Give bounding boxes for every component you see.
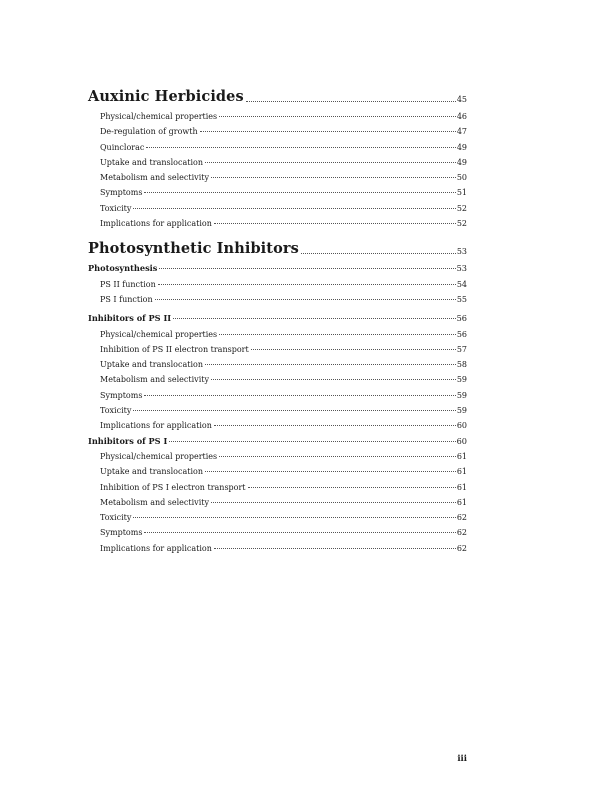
toc-entry[interactable]: [88, 464, 467, 479]
page-number: 50: [456, 173, 467, 183]
toc-entry[interactable]: [88, 155, 467, 170]
page-number: 55: [456, 294, 467, 304]
dot-leader: [211, 177, 456, 178]
toc-entry[interactable]: [88, 140, 467, 155]
entry-label: Metabolism and selectivity: [100, 173, 209, 183]
entry-label: Uptake and translocation: [100, 467, 203, 477]
page-number: 47: [456, 127, 467, 137]
page-number: 62: [456, 513, 467, 523]
page-number: 52: [456, 219, 467, 229]
toc-group-heading[interactable]: [88, 261, 467, 276]
page-number: 56: [456, 329, 467, 339]
page-number: 57: [456, 344, 467, 354]
entry-label: Metabolism and selectivity: [100, 497, 209, 507]
page-number: 46: [456, 112, 467, 121]
toc-entry[interactable]: [88, 525, 467, 540]
toc-entry[interactable]: [88, 449, 467, 464]
dot-leader: [219, 334, 456, 335]
toc-entry[interactable]: [88, 342, 467, 357]
toc-group-heading[interactable]: [88, 434, 467, 449]
toc-entry[interactable]: [88, 170, 467, 185]
page-number: 61: [456, 482, 467, 492]
dot-leader: [301, 253, 456, 254]
toc-entry[interactable]: [88, 403, 467, 418]
dot-leader: [146, 147, 455, 148]
dot-leader: [173, 318, 455, 319]
toc-entry[interactable]: [88, 495, 467, 510]
dot-leader: [205, 364, 456, 365]
dot-leader: [159, 268, 455, 269]
entry-label: PS II function: [100, 279, 156, 289]
page-number: 45: [456, 95, 467, 104]
entry-label: Uptake and translocation: [100, 157, 203, 167]
toc-group-heading[interactable]: [88, 311, 467, 326]
toc-section-heading[interactable]: [88, 239, 467, 257]
page-number: 53: [456, 263, 467, 274]
page-number: 59: [456, 375, 467, 385]
toc-entry[interactable]: [88, 480, 467, 495]
table-of-contents: [88, 87, 467, 556]
toc-entry[interactable]: [88, 109, 467, 124]
toc-entry[interactable]: [88, 541, 467, 556]
entry-label: De-regulation of growth: [100, 127, 198, 137]
entry-label: Quinclorac: [100, 142, 145, 152]
dot-leader: [205, 162, 456, 163]
dot-leader: [211, 502, 456, 503]
dot-leader: [144, 192, 455, 193]
toc-entry[interactable]: [88, 124, 467, 139]
group-label: Inhibitors of PS I: [88, 435, 168, 446]
dot-leader: [214, 223, 456, 224]
dot-leader: [158, 284, 456, 285]
dot-leader: [205, 471, 456, 472]
dot-leader: [169, 441, 455, 442]
toc-entry[interactable]: [88, 510, 467, 525]
entry-label: Physical/chemical properties: [100, 112, 218, 121]
page-number: 58: [456, 360, 467, 370]
page-number: 49: [456, 142, 467, 152]
page-number: 61: [456, 451, 467, 461]
page-number: 59: [456, 390, 467, 400]
toc-section-heading[interactable]: [88, 87, 467, 105]
page-number: 59: [456, 406, 467, 416]
toc-entry[interactable]: [88, 201, 467, 216]
dot-leader: [246, 101, 456, 102]
toc-entry[interactable]: [88, 185, 467, 200]
page-number: 60: [456, 435, 467, 446]
entry-label: Implications for application: [100, 421, 212, 431]
dot-leader: [144, 395, 455, 396]
toc-entry[interactable]: [88, 292, 467, 307]
toc-entry[interactable]: [88, 357, 467, 372]
entry-label: Metabolism and selectivity: [100, 375, 209, 385]
entry-label: Inhibition of PS II electron transport: [100, 344, 249, 354]
entry-label: Inhibition of PS I electron transport: [100, 482, 246, 492]
entry-label: Physical/chemical properties: [100, 451, 218, 461]
entry-label: Toxicity: [100, 203, 132, 213]
entry-label: Symptoms: [100, 528, 143, 538]
dot-leader: [211, 379, 456, 380]
page-folio: iii: [457, 754, 467, 764]
dot-leader: [214, 548, 456, 549]
page-number: 61: [456, 497, 467, 507]
entry-label: Toxicity: [100, 406, 132, 416]
page-number: 62: [456, 528, 467, 538]
toc-entry[interactable]: [88, 216, 467, 231]
dot-leader: [219, 116, 456, 117]
dot-leader: [219, 456, 456, 457]
section-title: Photosynthetic Inhibitors: [88, 240, 299, 258]
page-number: 60: [456, 421, 467, 431]
entry-label: Implications for application: [100, 543, 212, 553]
page-number: 56: [456, 313, 467, 324]
dot-leader: [133, 517, 455, 518]
page-number: 52: [456, 203, 467, 213]
dot-leader: [144, 532, 455, 533]
page-number: 53: [456, 247, 467, 257]
toc-entry[interactable]: [88, 372, 467, 387]
page-number: 51: [456, 188, 467, 198]
toc-entry[interactable]: [88, 327, 467, 342]
dot-leader: [248, 487, 456, 488]
toc-entry[interactable]: [88, 277, 467, 292]
entry-label: Uptake and translocation: [100, 360, 203, 370]
dot-leader: [200, 131, 456, 132]
dot-leader: [214, 425, 456, 426]
entry-label: Implications for application: [100, 219, 212, 229]
page-number: 49: [456, 157, 467, 167]
page-number: 61: [456, 467, 467, 477]
dot-leader: [155, 299, 456, 300]
dot-leader: [133, 410, 455, 411]
group-label: Photosynthesis: [88, 263, 158, 274]
toc-entry[interactable]: [88, 418, 467, 433]
entry-label: PS I function: [100, 294, 153, 304]
section-title: Auxinic Herbicides: [88, 88, 244, 105]
entry-label: Toxicity: [100, 513, 132, 523]
entry-label: Physical/chemical properties: [100, 329, 218, 339]
group-label: Inhibitors of PS II: [88, 313, 172, 324]
entry-label: Symptoms: [100, 390, 143, 400]
dot-leader: [251, 349, 456, 350]
page-number: 54: [456, 279, 467, 289]
page-number: 62: [456, 543, 467, 553]
dot-leader: [133, 208, 455, 209]
entry-label: Symptoms: [100, 188, 143, 198]
toc-entry[interactable]: [88, 388, 467, 403]
